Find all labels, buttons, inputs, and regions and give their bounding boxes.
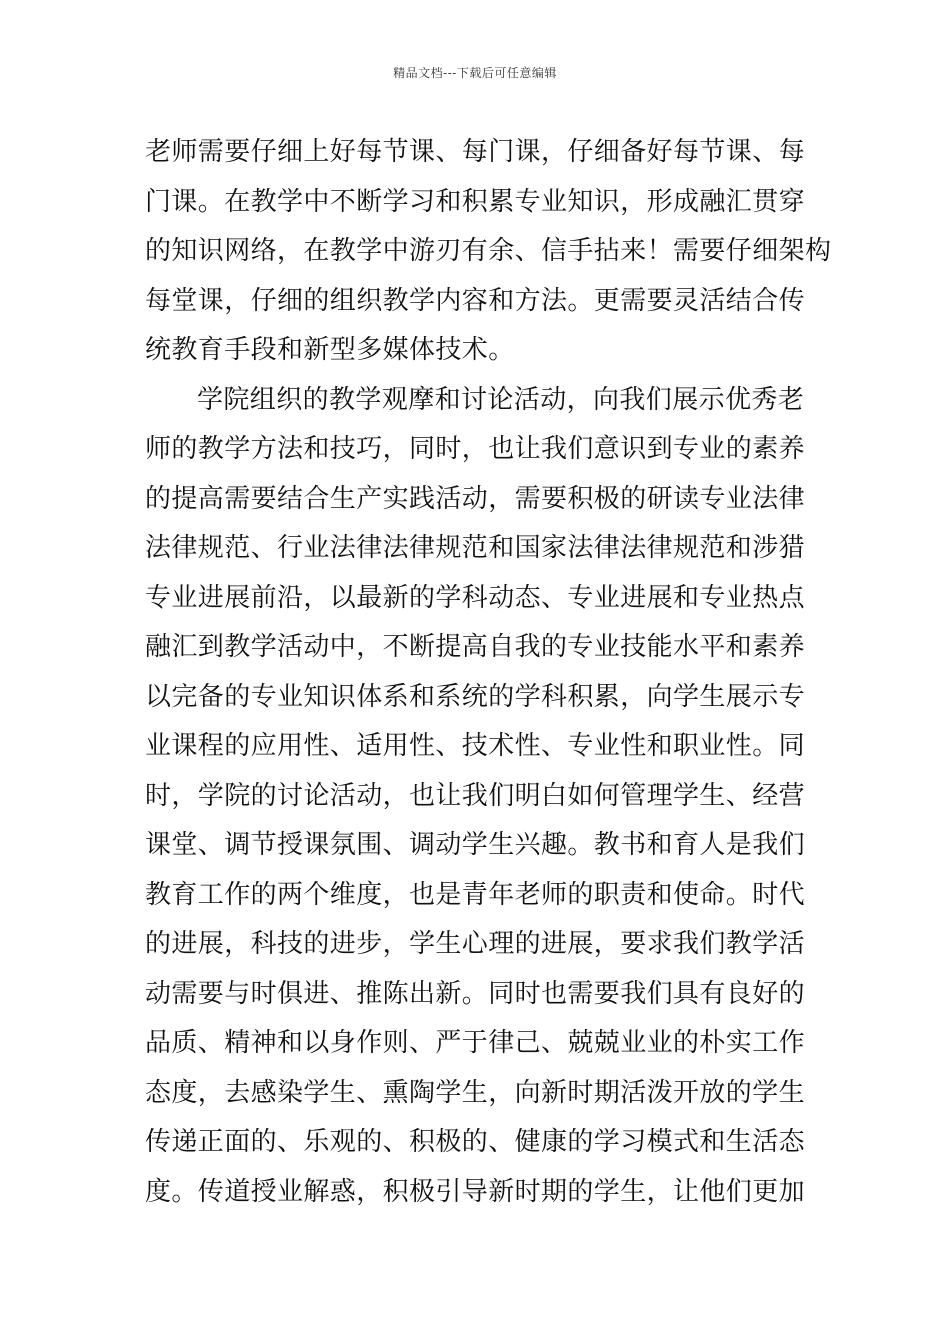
text-line: 教育工作的两个维度，也是青年老师的职责和使命。时代 (145, 879, 806, 910)
text-line: 学院组织的教学观摩和讨论活动，向我们展示优秀老 (197, 384, 805, 415)
text-line: 业课程的应用性、适用性、技术性、专业性和职业性。同 (145, 731, 806, 761)
text-line: 品质、精神和以身作则、严于律己、兢兢业业的朴实工作 (145, 1028, 806, 1058)
paragraph-2 (145, 376, 805, 1218)
text-line: 老师需要仔细上好每节课、每门课，仔细备好每节课、每 (145, 137, 806, 167)
text-line: 传递正面的、乐观的、积极的、健康的学习模式和生活态 (145, 1127, 806, 1157)
text-line: 动需要与时俱进、推陈出新。同时也需要我们具有良好的 (145, 978, 806, 1009)
text-line: 每堂课，仔细的组织教学内容和方法。更需要灵活结合传 (145, 285, 806, 316)
text-line: 的提高需要结合生产实践活动，需要积极的研读专业法律 (145, 483, 806, 514)
text-line: 门课。在教学中不断学习和积累专业知识，形成融汇贯穿 (145, 186, 806, 217)
text-line: 专业进展前沿，以最新的学科动态、专业进展和专业热点 (145, 582, 806, 613)
text-line: 统教育手段和新型多媒体技术。 (145, 335, 515, 365)
paragraph-1 (145, 128, 832, 376)
text-line: 师的教学方法和技巧，同时，也让我们意识到专业的素养 (145, 434, 806, 464)
text-line: 以完备的专业知识体系和系统的学科积累，向学生展示专 (145, 681, 806, 712)
text-line: 法律规范、行业法律法律规范和国家法律法律规范和涉猎 (145, 533, 806, 563)
text-line: 的进展，科技的进步，学生心理的进展，要求我们教学活 (145, 929, 806, 959)
page-header: 精品文档---下载后可任意编辑 (393, 66, 557, 80)
text-line: 时，学院的讨论活动，也让我们明白如何管理学生、经营 (145, 780, 806, 811)
text-line: 度。传道授业解惑，积极引导新时期的学生，让他们更加 (145, 1176, 806, 1207)
text-line: 课堂、调节授课氛围、调动学生兴趣。教书和育人是我们 (145, 830, 806, 860)
text-line: 态度，去感染学生、熏陶学生，向新时期活泼开放的学生 (145, 1077, 806, 1108)
text-line: 的知识网络，在教学中游刃有余、信手拈来！需要仔细架构 (145, 236, 832, 266)
document-body (145, 128, 832, 1217)
text-line: 融汇到教学活动中，不断提高自我的专业技能水平和素养 (145, 632, 806, 662)
